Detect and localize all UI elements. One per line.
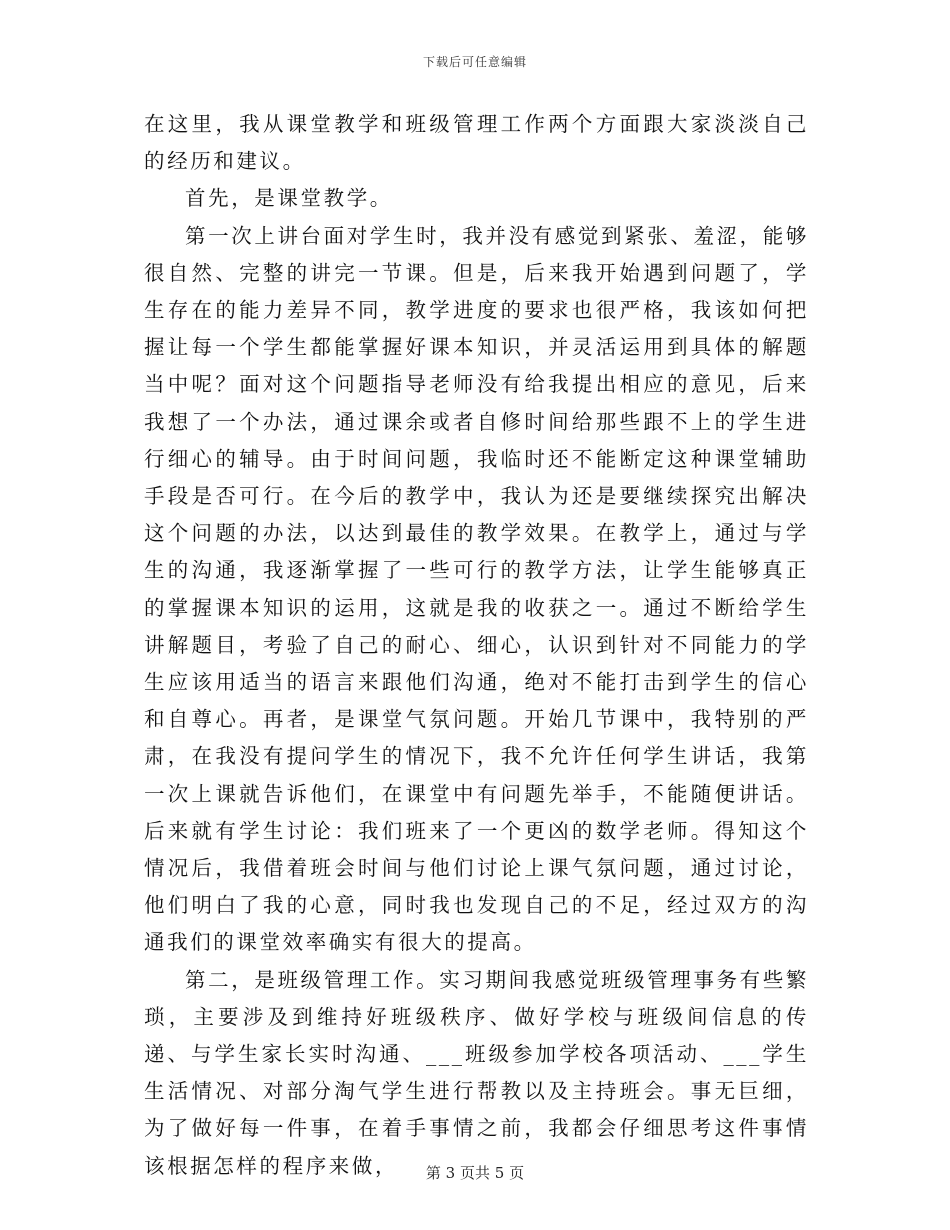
paragraph-teaching: 第一次上讲台面对学生时，我并没有感觉到紧张、羞涩，能够很自然、完整的讲完一节课。但是，后来我开始遇到问题了，学生存在的能力差异不同，教学进度的要求也很严格，我该如何把握让每一个学生都能掌握好课本知识，并灵活运用到具体的解题当中呢？面对这个问题指导老师没有给我提出相应的意见，后来我想了一个办法，通过课余或者自修时间给那些跟不上的学生进行细心的辅导。由于时间问题，我临时还不能断定这种课堂辅助手段是否可行。在今后的教学中，我认为还是要继续探究出解决这个问题的办法，以达到最佳的教学效果。在教学上，通过与学生的沟通，我逐渐掌握了一些可行的教学方法，让学生能够真正的掌握课本知识的运用，这就是我的收获之一。通过不断给学生讲解题目，考验了自己的耐心、细心，认识到针对不同能力的学生应该用适当的语言来跟他们沟通，绝对不能打击到学生的信心和自尊心。再者，是课堂气氛问题。开始几节课中，我特别的严肃，在我没有提问学生的情况下，我不允许任何学生讲话，我第一次上课就告诉他们，在课堂中有问题先举手，不能随便讲话。后来就有学生讨论：我们班来了一个更凶的数学老师。得知这个情况后，我借着班会时间与他们讨论上课气氛问题，通过讨论，他们明白了我的心意，同时我也发现自己的不足，经过双方的沟通我们的课堂效率确实有很大的提高。 [144,223,809,955]
document-body [144,106,809,1185]
paragraph-intro: 在这里，我从课堂教学和班级管理工作两个方面跟大家淡淡自己的经历和建议。 [144,112,809,174]
paragraph-section-heading-teaching: 首先，是课堂教学。 [185,186,393,211]
page-footer: 第 3 页共 5 页 [425,1164,525,1182]
paragraph-class-management: 第二，是班级管理工作。实习期间我感觉班级管理事务有些繁琐，主要涉及到维持好班级秩序、做好学校与班级间信息的传递、与学生家长实时沟通、___班级参加学校各项活动、___学生生活情况、对部分淘气学生进行帮教以及主持班会。事无巨细，为了做好每一件事，在着手事情之前，我都会仔细思考这件事情该根据怎样的程序来做， [144,967,809,1178]
page-header: 下载后可任意编辑 [422,55,527,69]
